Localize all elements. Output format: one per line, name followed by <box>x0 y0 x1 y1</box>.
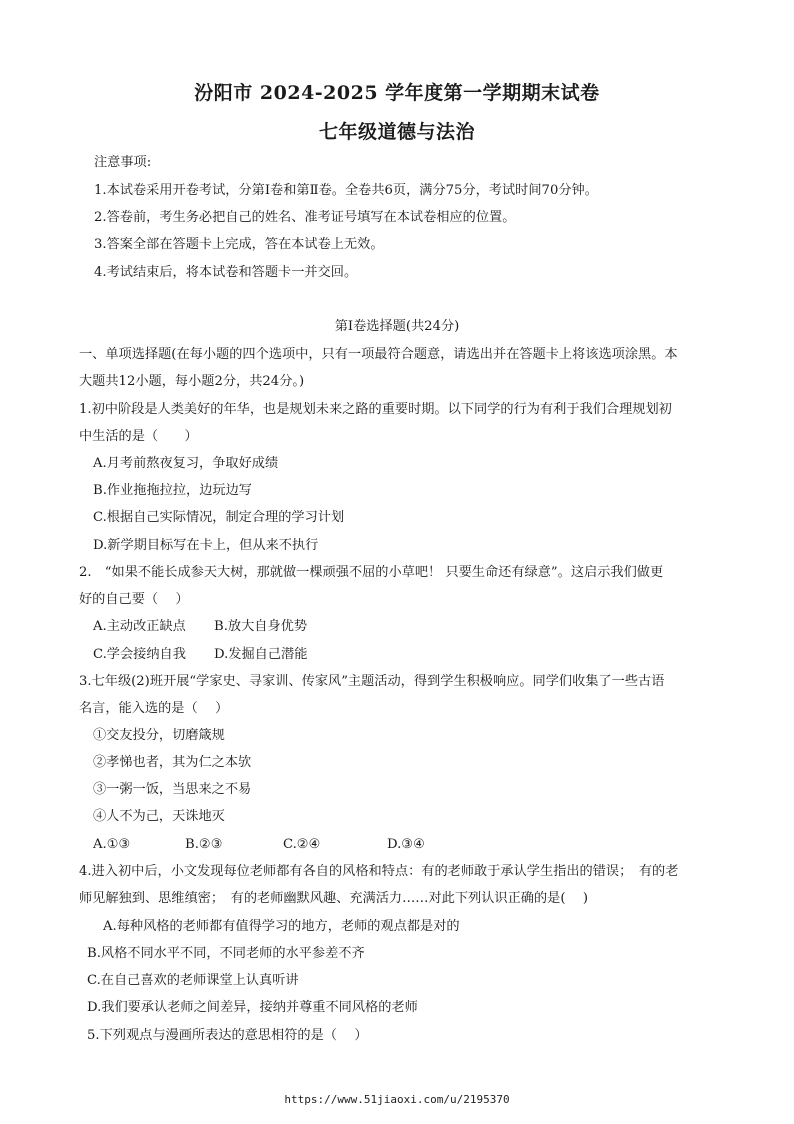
option-d: D.发掘自己潜能 <box>214 647 308 662</box>
question-stem: 名言，能入选的是（ ） <box>79 701 229 716</box>
question-stem: 师见解独到、思维缜密； 有的老师幽默风趣、充满活力……对此下列认识正确的是( ) <box>79 891 589 906</box>
quote-item: ③一粥一饭，当思来之不易 <box>93 782 252 797</box>
option-d: D.我们要承认老师之间差异，接纳并尊重不同风格的老师 <box>87 1000 418 1015</box>
option-a: A.每种风格的老师都有值得学习的地方，老师的观点都是对的 <box>103 919 460 934</box>
footer-url: https://www.51jiaoxi.com/u/2195370 <box>284 1093 510 1106</box>
option-d: D.③④ <box>387 837 425 852</box>
option-c: C.在自己喜欢的老师课堂上认真听讲 <box>87 973 299 988</box>
exam-subtitle: 七年级道德与法治 <box>318 121 475 143</box>
section-instructions: 大题共12小题，每小题2分，共24分。) <box>79 374 305 389</box>
question-stem: 中生活的是（ ） <box>79 429 198 444</box>
option-c: C.学会接纳自我 <box>93 647 186 662</box>
option-c: C.②④ <box>283 837 321 852</box>
notice-item: 4.考试结束后，将本试卷和答题卡一并交回。 <box>94 265 358 280</box>
quote-item: ④人不为己，天诛地灭 <box>93 809 225 824</box>
option-a: A.①③ <box>93 837 131 852</box>
option-b: B.作业拖拖拉拉，边玩边写 <box>93 483 252 498</box>
question-stem: 2. “如果不能长成参天大树，那就做一棵顽强不屈的小草吧！ 只要生命还有绿意”。这启示我们做更 <box>79 565 664 580</box>
option-b: B.放大自身优势 <box>214 619 308 634</box>
notice-item: 1.本试卷采用开卷考试，分第Ⅰ卷和第Ⅱ卷。全卷共6页，满分75分，考试时间70分钟。 <box>94 183 598 198</box>
quote-item: ①交友投分，切磨箴规 <box>93 728 225 743</box>
notice-item: 3.答案全部在答题卡上完成，答在本试卷上无效。 <box>94 237 384 252</box>
question-stem: 3.七年级(2)班开展“学家史、寻家训、传家风”主题活动，得到学生积极响应。同学们收集了一些古语 <box>79 674 665 689</box>
option-b: B.风格不同水平不同，不同老师的水平参差不齐 <box>87 946 365 961</box>
notice-heading: 注意事项: <box>94 155 152 170</box>
question-stem: 1.初中阶段是人类美好的年华，也是规划未来之路的重要时期。以下同学的行为有利于我们合理规划初 <box>79 402 672 417</box>
question-stem: 4.进入初中后，小文发现每位老师都有各自的风格和特点：有的老师敢于承认学生指出的错误； 有的老 <box>79 864 679 879</box>
quote-item: ②孝悌也者，其为仁之本欤 <box>93 755 252 770</box>
question-stem: 5.下列观点与漫画所表达的意思相符的是（ ） <box>87 1028 368 1043</box>
section-instructions: 一、单项选择题(在每小题的四个选项中，只有一项最符合题意，请选出并在答题卡上将该选项涂黑。本 <box>79 347 678 362</box>
notice-item: 2.答卷前，考生务必把自己的姓名、准考证号填写在本试卷相应的位置。 <box>94 210 516 225</box>
section-title: 第Ⅰ卷选择题(共24分) <box>334 319 460 334</box>
option-b: B.②③ <box>185 837 223 852</box>
option-d: D.新学期目标写在卡上，但从来不执行 <box>93 538 319 553</box>
option-a: A.月考前熬夜复习，争取好成绩 <box>93 456 279 471</box>
option-a: A.主动改正缺点 <box>93 619 186 634</box>
option-c: C.根据自己实际情况，制定合理的学习计划 <box>93 510 345 525</box>
question-stem: 好的自己要（ ） <box>79 592 189 607</box>
exam-title: 汾阳市 2024-2025 学年度第一学期期末试卷 <box>194 82 600 104</box>
